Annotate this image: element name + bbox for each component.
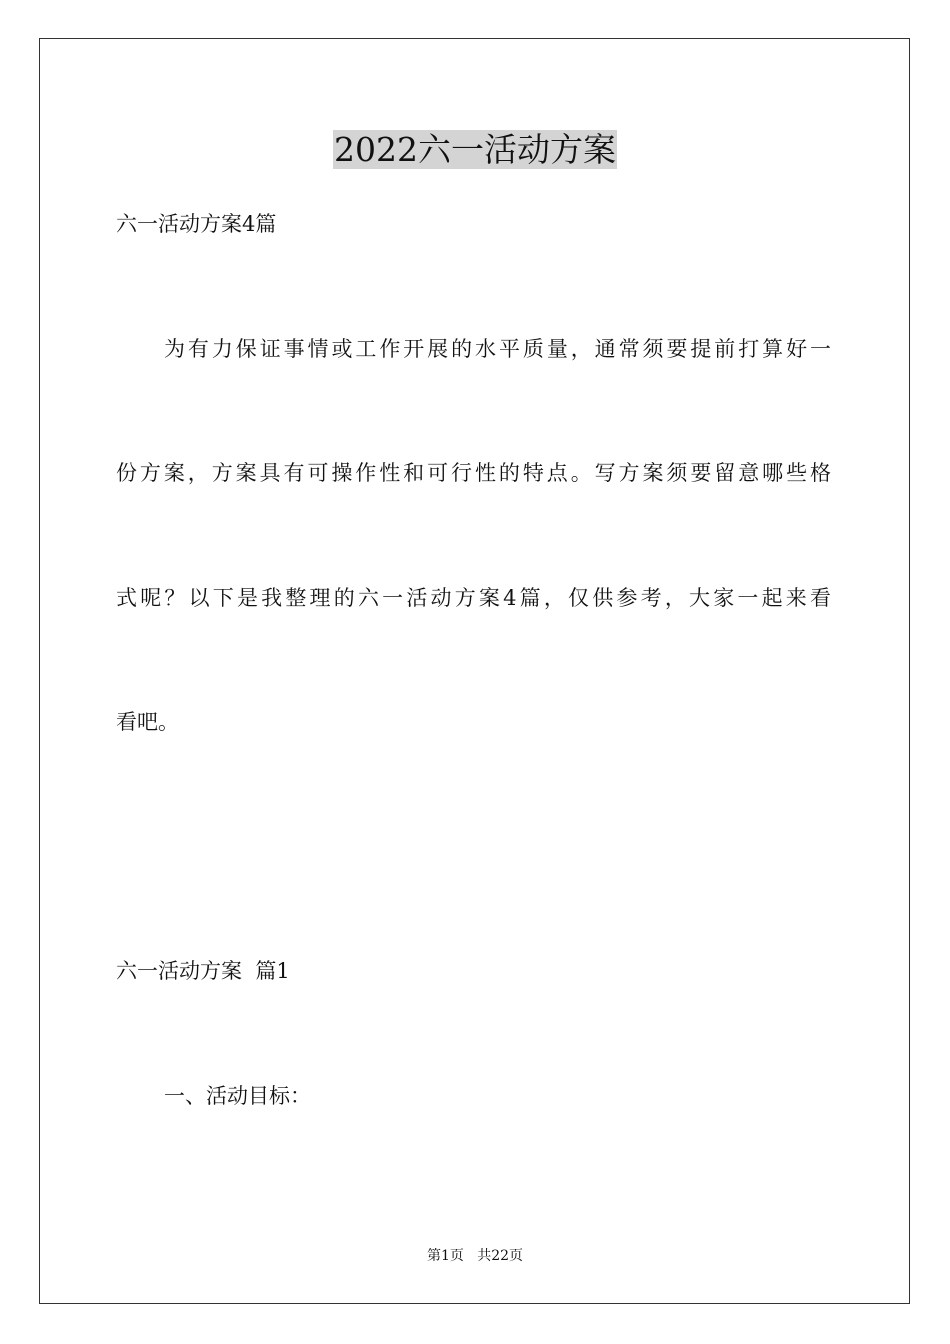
intro-paragraph-line-1: 为有力保证事情或工作开展的水平质量，通常须要提前打算好一 xyxy=(164,337,831,361)
document-title-text: 2022六一活动方案 xyxy=(334,130,616,169)
intro-paragraph-line-3: 式呢？以下是我整理的六一活动方案4篇，仅供参考，大家一起来看 xyxy=(116,586,831,610)
page-number-footer: 第1页 共22页 xyxy=(426,1248,524,1264)
document-subtitle: 六一活动方案4篇 xyxy=(116,212,277,236)
document-title xyxy=(0,128,950,172)
subsection-heading: 一、活动目标： xyxy=(164,1084,311,1108)
intro-paragraph-line-4: 看吧。 xyxy=(116,710,179,734)
intro-paragraph-line-2: 份方案，方案具有可操作性和可行性的特点。写方案须要留意哪些格 xyxy=(116,461,831,485)
section-heading: 六一活动方案 篇1 xyxy=(116,959,290,983)
